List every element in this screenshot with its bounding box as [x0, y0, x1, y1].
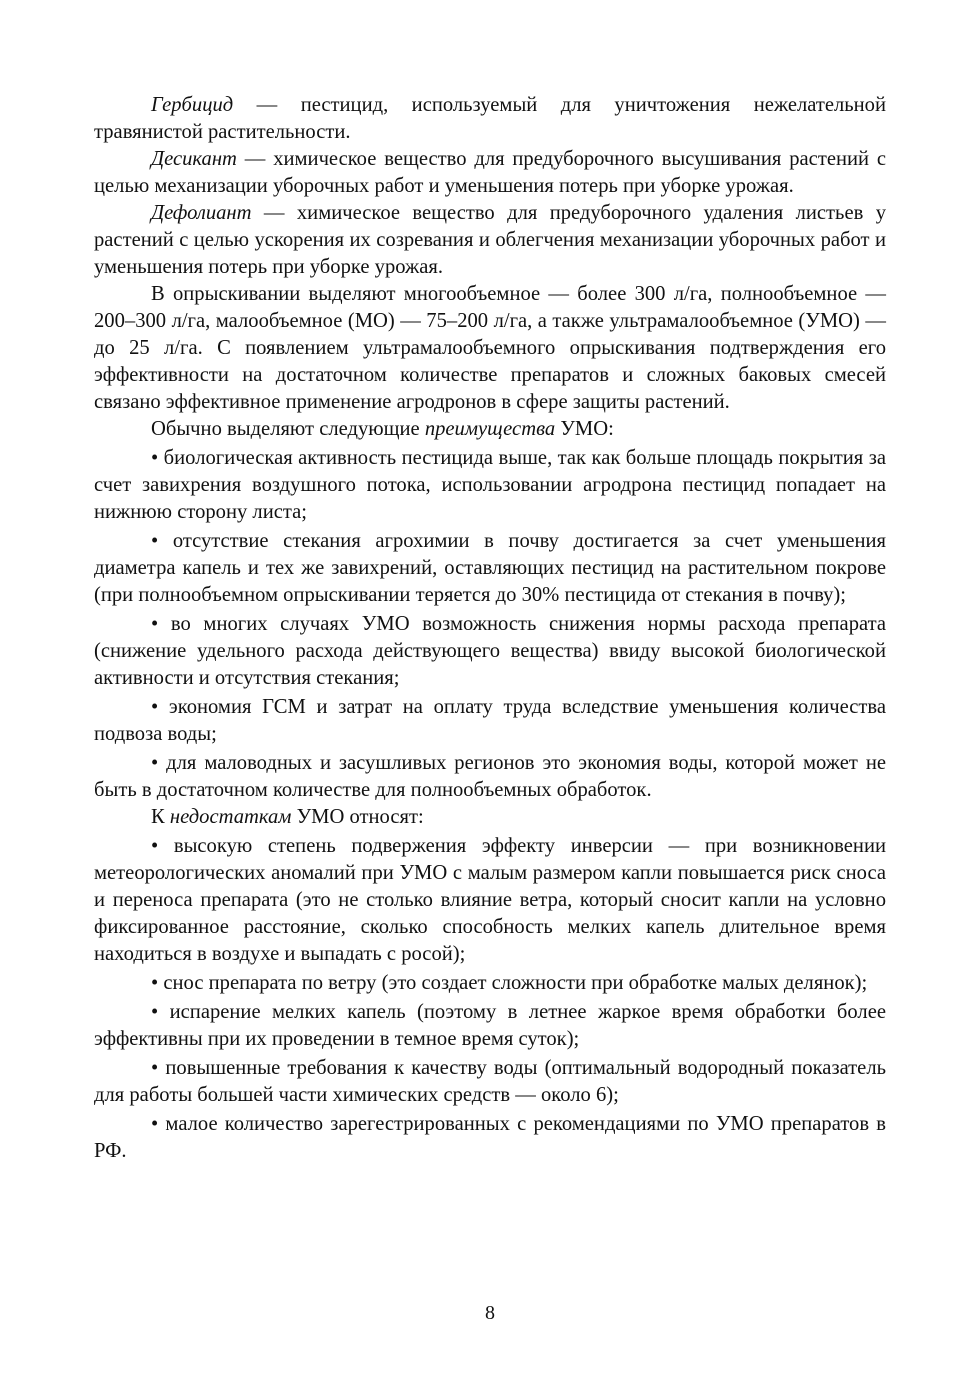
- disadvantage-item: [94, 999, 886, 1053]
- bullet-icon: •: [151, 530, 159, 552]
- term-defoliant: Дефолиант: [151, 202, 252, 224]
- definition-defoliant: [94, 200, 886, 281]
- advantage-item: [94, 750, 886, 804]
- bullet-icon: •: [151, 1057, 159, 1079]
- bullet-icon: •: [151, 447, 159, 469]
- bullet-icon: •: [151, 972, 159, 994]
- advantages-intro-after: УМО:: [555, 418, 614, 440]
- advantage-item-text: экономия ГСМ и затрат на оплату труда вследствие уменьшения количества подвоза воды;: [94, 696, 886, 745]
- advantages-intro: [94, 416, 886, 443]
- disadvantage-item-text: повышенные требования к качеству воды (оптимальный водородный показатель для работы большей части химических средств — около 6);: [94, 1057, 886, 1106]
- bullet-icon: •: [151, 752, 159, 774]
- term-herbicide: Гербицид: [151, 94, 234, 116]
- definition-defoliant-text: — химическое вещество для предуборочного удаления листьев у растений с целью ускорения их созревания и облегчения механизации уборочных работ и уменьшения потерь при уборке урожая.: [94, 202, 886, 278]
- disadvantages-intro-before: К: [151, 806, 170, 828]
- disadvantage-item-text: испарение мелких капель (поэтому в летнее жаркое время обработки более эффективны при их проведении в темное время суток);: [94, 1001, 886, 1050]
- bullet-icon: •: [151, 835, 159, 857]
- disadvantage-item-text: снос препарата по ветру (это создает сложности при обработке малых делянок);: [163, 972, 868, 994]
- advantage-item: [94, 694, 886, 748]
- bullet-icon: •: [151, 613, 159, 635]
- term-desiccant: Десикант: [151, 148, 237, 170]
- disadvantages-intro: [94, 804, 886, 831]
- definition-herbicide: [94, 92, 886, 146]
- bullet-icon: •: [151, 696, 159, 718]
- spraying-volumes-paragraph: В опрыскивании выделяют многообъемное — более 300 л/га, полнообъемное — 200–300 л/га, малообъемное (МО) — 75–200 л/га, а также ультрамалообъемное (УМО) — до 25 л/га. С появлением ультрамалообъемного опрыскивания подтверждения его эффективности на достаточном количестве препаратов и сложных баковых смесей связано эффективное применение агродронов в сфере защиты растений.: [94, 283, 886, 413]
- advantages-intro-term: преимущества: [424, 418, 556, 440]
- definition-herbicide-text: — пестицид, используемый для уничтожения нежелательной травянистой растительности.: [94, 94, 886, 143]
- advantage-item: [94, 611, 886, 692]
- advantages-intro-before: Обычно выделяют следующие: [151, 418, 425, 440]
- disadvantage-item: [94, 970, 886, 997]
- advantage-item-text: во многих случаях УМО возможность снижения нормы расхода препарата (снижение удельного расхода действующего вещества) ввиду высокой биологической активности и отсутствия стекания;: [94, 613, 886, 689]
- bullet-icon: •: [151, 1001, 159, 1023]
- page-number: 8: [485, 1302, 495, 1324]
- disadvantage-item: [94, 1055, 886, 1109]
- disadvantage-item-text: высокую степень подвержения эффекту инверсии — при возникновении метеорологических аномалий при УМО с малым размером капли повышается риск сноса и переноса препарата (это не столько влияние ветра, который сносит капли на условно фиксированное расстояние, сколько способность мелких капель длительное время находиться в воздухе и выпадать с росой);: [94, 835, 886, 965]
- advantage-item-text: отсутствие стекания агрохимии в почву достигается за счет уменьшения диаметра капель и тех же завихрений, оставляющих пестицид на растительном покрове (при полнообъемном опрыскивании теряется до 30% пестицида от стекания в почву);: [94, 530, 886, 606]
- disadvantage-item: [94, 833, 886, 968]
- definition-desiccant-text: — химическое вещество для предуборочного высушивания растений с целью механизации уборочных работ и уменьшения потерь при уборке урожая.: [94, 148, 886, 197]
- advantage-item: [94, 445, 886, 526]
- disadvantage-item-text: малое количество зарегестрированных с рекомендациями по УМО препаратов в РФ.: [94, 1113, 886, 1162]
- document-page: [94, 92, 886, 1165]
- advantage-item: [94, 528, 886, 609]
- advantage-item-text: для маловодных и засушливых регионов это экономия воды, которой может не быть в достаточном количестве для полнообъемных обработок.: [94, 752, 886, 801]
- definition-desiccant: [94, 146, 886, 200]
- disadvantage-item: [94, 1111, 886, 1165]
- advantage-item-text: биологическая активность пестицида выше, так как больше площадь покрытия за счет завихрения воздушного потока, использовании агродрона пестицид попадает на нижнюю сторону листа;: [94, 447, 886, 523]
- disadvantages-intro-term: недостаткам: [169, 806, 292, 828]
- disadvantages-intro-after: УМО относят:: [291, 806, 424, 828]
- bullet-icon: •: [151, 1113, 159, 1135]
